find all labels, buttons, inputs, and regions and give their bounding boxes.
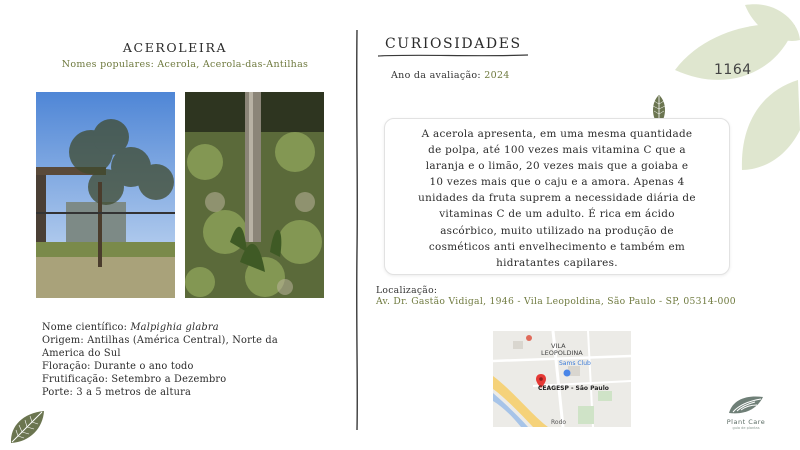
text-line: hidratantes capilares. xyxy=(496,256,618,269)
plant-number: 1164 xyxy=(714,62,752,78)
text-line: unidades da fruta suprem a necessidade diária de xyxy=(418,192,696,205)
size: Porte: 3 a 5 metros de altura xyxy=(42,387,192,398)
origin-line-2: America do Sul xyxy=(42,348,121,359)
plant-photo-tree xyxy=(36,92,175,298)
map-district-line-1: VILA xyxy=(551,342,566,350)
text-line: ascórbico, muito utilizado na produção de xyxy=(440,224,674,237)
brand-tagline: guia de plantas xyxy=(732,426,760,430)
fruiting: Frutificação: Setembro a Dezembro xyxy=(42,374,227,385)
text-line: cosméticos anti envelhecimento e também em xyxy=(428,240,686,253)
text-line: vitaminas C de um adulto. É rica em ácido xyxy=(439,208,675,221)
title-underline xyxy=(378,53,528,59)
scientific-label: Nome científico: xyxy=(42,322,131,333)
curiosities-text xyxy=(396,126,718,271)
location-address[interactable]: Av. Dr. Gastão Vidigal, 1946 - Vila Leopoldina, São Paulo - SP, 05314-000 xyxy=(376,296,736,307)
plant-photo-trunk xyxy=(185,92,324,298)
brand-name: Plant Care xyxy=(726,418,766,426)
text-line: de polpa, até 100 vezes mais vitamina C que a xyxy=(428,144,686,157)
leaf-icon xyxy=(8,408,46,446)
origin-line-1: Origem: Antilhas (América Central), Norte da xyxy=(42,335,278,346)
plant-info xyxy=(42,321,278,399)
plant-name: ACEROLEIRA xyxy=(122,40,228,55)
store-icon xyxy=(563,369,571,377)
evaluation-year xyxy=(391,70,510,81)
map-road: Rodo xyxy=(551,419,567,426)
flowering: Floração: Durante o ano todo xyxy=(42,361,194,372)
curiosities-title: CURIOSIDADES xyxy=(385,36,522,52)
text-line: laranja e o limão, 20 vezes mais que a goiaba e xyxy=(425,160,689,173)
scientific-name-row xyxy=(42,321,278,334)
map-district-line-2: LEOPOLDINA xyxy=(541,349,583,357)
text-line: 10 vezes mais que o caju e a amora. Apenas 4 xyxy=(429,176,685,189)
plant-care-logo xyxy=(727,393,765,417)
location-map[interactable] xyxy=(493,331,631,427)
popular-names: Nomes populares: Acerola, Acerola-das-Antilhas xyxy=(61,59,309,70)
divider xyxy=(352,30,362,430)
year-label: Ano da avaliação: xyxy=(391,70,485,81)
year-value: 2024 xyxy=(484,70,510,81)
map-poi-place: CEAGESP - São Paulo xyxy=(538,385,609,392)
scientific-name: Malpighia glabra xyxy=(130,322,219,333)
map-poi-store: Sams Club xyxy=(559,360,591,367)
location-label: Localização: xyxy=(376,285,438,296)
text-line: A acerola apresenta, em uma mesma quantidade xyxy=(421,128,693,140)
